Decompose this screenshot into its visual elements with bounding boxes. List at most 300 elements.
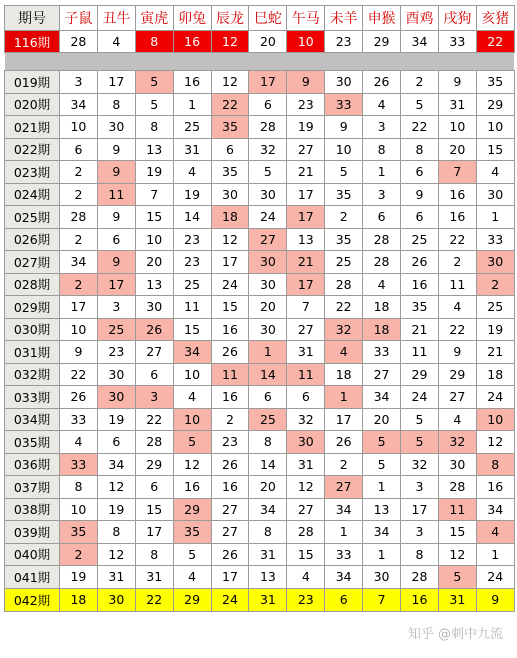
number-cell: 28 — [287, 521, 325, 544]
number-cell: 1 — [476, 543, 514, 566]
period-cell: 019期 — [5, 71, 60, 94]
number-cell: 8 — [97, 521, 135, 544]
number-cell: 4 — [325, 341, 363, 364]
table-row — [5, 161, 515, 184]
number-cell: 15 — [211, 296, 249, 319]
summary-cell: 28 — [60, 31, 98, 53]
number-cell: 24 — [401, 386, 439, 409]
number-cell: 4 — [173, 386, 211, 409]
number-cell: 27 — [325, 476, 363, 499]
latest-number-cell: 24 — [211, 588, 249, 611]
zodiac-header: 卯兔 — [173, 6, 211, 31]
number-cell: 35 — [173, 521, 211, 544]
number-cell: 30 — [249, 183, 287, 206]
number-cell: 31 — [287, 453, 325, 476]
number-cell: 26 — [211, 341, 249, 364]
number-cell: 17 — [287, 206, 325, 229]
number-cell: 17 — [60, 296, 98, 319]
latest-number-cell: 16 — [401, 588, 439, 611]
number-cell: 3 — [60, 71, 98, 94]
period-cell: 021期 — [5, 116, 60, 139]
zodiac-header: 辰龙 — [211, 6, 249, 31]
latest-number-cell: 29 — [173, 588, 211, 611]
number-cell: 5 — [401, 408, 439, 431]
number-cell: 35 — [211, 116, 249, 139]
number-cell: 5 — [438, 566, 476, 589]
latest-number-cell: 9 — [476, 588, 514, 611]
number-cell: 32 — [438, 431, 476, 454]
number-cell: 34 — [249, 498, 287, 521]
number-cell: 30 — [211, 183, 249, 206]
number-cell: 29 — [476, 93, 514, 116]
number-cell: 25 — [97, 318, 135, 341]
number-cell: 12 — [97, 476, 135, 499]
number-cell: 23 — [287, 93, 325, 116]
period-cell: 030期 — [5, 318, 60, 341]
number-cell: 22 — [135, 408, 173, 431]
table-row — [5, 296, 515, 319]
number-cell: 30 — [363, 566, 401, 589]
number-cell: 5 — [325, 161, 363, 184]
number-cell: 8 — [249, 521, 287, 544]
number-cell: 34 — [60, 93, 98, 116]
number-cell: 21 — [401, 318, 439, 341]
number-cell: 24 — [476, 386, 514, 409]
spacer-cell — [5, 53, 515, 71]
period-cell: 026期 — [5, 228, 60, 251]
summary-cell: 34 — [401, 31, 439, 53]
number-cell: 12 — [211, 71, 249, 94]
number-cell: 5 — [363, 453, 401, 476]
number-cell: 33 — [476, 228, 514, 251]
number-cell: 5 — [363, 431, 401, 454]
number-cell: 15 — [438, 521, 476, 544]
number-cell: 12 — [211, 228, 249, 251]
number-cell: 9 — [97, 161, 135, 184]
number-cell: 9 — [438, 341, 476, 364]
number-cell: 23 — [173, 228, 211, 251]
latest-number-cell: 6 — [325, 588, 363, 611]
zodiac-header: 戌狗 — [438, 6, 476, 31]
table-row — [5, 318, 515, 341]
number-cell: 6 — [287, 386, 325, 409]
number-cell: 18 — [476, 363, 514, 386]
summary-cell: 10 — [287, 31, 325, 53]
number-cell: 25 — [401, 228, 439, 251]
number-cell: 1 — [363, 161, 401, 184]
period-cell: 024期 — [5, 183, 60, 206]
number-cell: 1 — [173, 93, 211, 116]
number-cell: 26 — [60, 386, 98, 409]
number-cell: 16 — [211, 476, 249, 499]
number-cell: 32 — [325, 318, 363, 341]
number-cell: 11 — [173, 296, 211, 319]
number-cell: 35 — [476, 71, 514, 94]
number-cell: 7 — [135, 183, 173, 206]
number-cell: 9 — [97, 251, 135, 274]
number-cell: 20 — [363, 408, 401, 431]
zodiac-header: 寅虎 — [135, 6, 173, 31]
number-cell: 35 — [401, 296, 439, 319]
summary-cell: 23 — [325, 31, 363, 53]
number-cell: 21 — [287, 251, 325, 274]
number-cell: 26 — [401, 251, 439, 274]
number-cell: 5 — [401, 93, 439, 116]
number-cell: 4 — [60, 431, 98, 454]
number-cell: 15 — [173, 318, 211, 341]
number-cell: 29 — [135, 453, 173, 476]
number-cell: 30 — [287, 431, 325, 454]
number-cell: 1 — [476, 206, 514, 229]
number-cell: 30 — [325, 71, 363, 94]
number-cell: 16 — [211, 386, 249, 409]
number-cell: 9 — [97, 138, 135, 161]
summary-cell: 20 — [249, 31, 287, 53]
number-cell: 8 — [97, 93, 135, 116]
period-cell: 023期 — [5, 161, 60, 184]
spacer-row — [5, 53, 515, 71]
number-cell: 2 — [325, 206, 363, 229]
number-cell: 8 — [135, 116, 173, 139]
summary-row — [5, 31, 515, 53]
number-cell: 16 — [173, 476, 211, 499]
number-cell: 30 — [476, 251, 514, 274]
number-cell: 7 — [287, 296, 325, 319]
number-cell: 34 — [476, 498, 514, 521]
number-cell: 33 — [60, 453, 98, 476]
number-cell: 28 — [135, 431, 173, 454]
period-cell: 031期 — [5, 341, 60, 364]
number-cell: 34 — [60, 251, 98, 274]
number-cell: 27 — [211, 521, 249, 544]
number-cell: 10 — [476, 408, 514, 431]
number-cell: 2 — [60, 228, 98, 251]
number-cell: 2 — [60, 543, 98, 566]
number-cell: 11 — [438, 273, 476, 296]
number-cell: 26 — [211, 453, 249, 476]
number-cell: 2 — [401, 71, 439, 94]
number-cell: 4 — [173, 566, 211, 589]
latest-row — [5, 588, 515, 611]
number-cell: 30 — [97, 116, 135, 139]
number-cell: 2 — [60, 273, 98, 296]
table-row — [5, 521, 515, 544]
summary-period: 116期 — [5, 31, 60, 53]
number-cell: 29 — [438, 363, 476, 386]
number-cell: 15 — [135, 498, 173, 521]
number-cell: 16 — [476, 476, 514, 499]
number-cell: 10 — [60, 318, 98, 341]
table-row — [5, 386, 515, 409]
number-cell: 32 — [287, 408, 325, 431]
number-cell: 13 — [135, 273, 173, 296]
number-cell: 4 — [476, 161, 514, 184]
zodiac-header: 未羊 — [325, 6, 363, 31]
number-cell: 17 — [97, 71, 135, 94]
number-cell: 30 — [438, 453, 476, 476]
period-cell: 032期 — [5, 363, 60, 386]
number-cell: 6 — [401, 161, 439, 184]
number-cell: 8 — [135, 543, 173, 566]
table-row — [5, 273, 515, 296]
number-cell: 8 — [363, 138, 401, 161]
period-cell: 034期 — [5, 408, 60, 431]
number-cell: 4 — [438, 408, 476, 431]
number-cell: 16 — [438, 206, 476, 229]
number-cell: 5 — [173, 543, 211, 566]
number-cell: 3 — [363, 116, 401, 139]
number-cell: 25 — [325, 251, 363, 274]
number-cell: 10 — [173, 408, 211, 431]
number-cell: 2 — [211, 408, 249, 431]
number-cell: 30 — [249, 318, 287, 341]
number-cell: 27 — [287, 138, 325, 161]
latest-number-cell: 18 — [60, 588, 98, 611]
number-cell: 23 — [211, 431, 249, 454]
number-cell: 8 — [401, 543, 439, 566]
summary-cell: 33 — [438, 31, 476, 53]
table-row — [5, 71, 515, 94]
number-cell: 8 — [476, 453, 514, 476]
number-cell: 24 — [476, 566, 514, 589]
number-cell: 19 — [97, 498, 135, 521]
number-cell: 5 — [173, 431, 211, 454]
number-cell: 15 — [135, 206, 173, 229]
number-cell: 15 — [287, 543, 325, 566]
number-cell: 17 — [135, 521, 173, 544]
number-cell: 21 — [476, 341, 514, 364]
number-cell: 17 — [287, 273, 325, 296]
number-cell: 17 — [97, 273, 135, 296]
number-cell: 6 — [249, 93, 287, 116]
zodiac-header: 午马 — [287, 6, 325, 31]
number-cell: 5 — [135, 93, 173, 116]
number-cell: 35 — [325, 183, 363, 206]
latest-number-cell: 31 — [438, 588, 476, 611]
number-cell: 13 — [135, 138, 173, 161]
number-cell: 14 — [249, 453, 287, 476]
latest-number-cell: 22 — [135, 588, 173, 611]
number-cell: 19 — [476, 318, 514, 341]
number-cell: 7 — [438, 161, 476, 184]
summary-cell: 4 — [97, 31, 135, 53]
table-row — [5, 93, 515, 116]
number-cell: 27 — [135, 341, 173, 364]
number-cell: 18 — [363, 318, 401, 341]
number-cell: 33 — [363, 341, 401, 364]
number-cell: 35 — [211, 161, 249, 184]
number-cell: 23 — [173, 251, 211, 274]
number-cell: 34 — [325, 566, 363, 589]
number-cell: 1 — [249, 341, 287, 364]
number-cell: 1 — [325, 386, 363, 409]
number-cell: 6 — [211, 138, 249, 161]
number-cell: 8 — [249, 431, 287, 454]
number-cell: 23 — [97, 341, 135, 364]
number-cell: 14 — [249, 363, 287, 386]
number-cell: 30 — [97, 386, 135, 409]
number-cell: 17 — [325, 408, 363, 431]
period-cell: 038期 — [5, 498, 60, 521]
number-cell: 5 — [249, 161, 287, 184]
number-cell: 15 — [476, 138, 514, 161]
number-cell: 10 — [325, 138, 363, 161]
number-cell: 10 — [135, 228, 173, 251]
zodiac-header: 酉鸡 — [401, 6, 439, 31]
number-cell: 27 — [211, 498, 249, 521]
number-cell: 19 — [60, 566, 98, 589]
number-cell: 2 — [60, 183, 98, 206]
number-cell: 9 — [401, 183, 439, 206]
number-cell: 2 — [60, 161, 98, 184]
number-cell: 35 — [60, 521, 98, 544]
header-row — [5, 6, 515, 31]
number-cell: 4 — [476, 521, 514, 544]
number-cell: 22 — [211, 93, 249, 116]
number-cell: 13 — [249, 566, 287, 589]
table-row — [5, 183, 515, 206]
number-cell: 20 — [438, 138, 476, 161]
period-cell: 027期 — [5, 251, 60, 274]
number-cell: 17 — [401, 498, 439, 521]
number-cell: 19 — [135, 161, 173, 184]
latest-number-cell: 7 — [363, 588, 401, 611]
number-cell: 6 — [97, 228, 135, 251]
number-cell: 29 — [401, 363, 439, 386]
number-cell: 22 — [60, 363, 98, 386]
number-cell: 27 — [287, 318, 325, 341]
zodiac-number-table — [4, 5, 515, 612]
number-cell: 24 — [211, 273, 249, 296]
number-cell: 2 — [325, 453, 363, 476]
number-cell: 29 — [173, 498, 211, 521]
number-cell: 28 — [249, 116, 287, 139]
summary-cell: 8 — [135, 31, 173, 53]
number-cell: 17 — [249, 71, 287, 94]
summary-cell: 22 — [476, 31, 514, 53]
number-cell: 33 — [325, 93, 363, 116]
number-cell: 8 — [60, 476, 98, 499]
number-cell: 1 — [325, 521, 363, 544]
number-cell: 28 — [60, 206, 98, 229]
zodiac-header: 丑牛 — [97, 6, 135, 31]
number-cell: 10 — [60, 498, 98, 521]
number-cell: 14 — [173, 206, 211, 229]
number-cell: 30 — [135, 296, 173, 319]
number-cell: 19 — [173, 183, 211, 206]
number-cell: 20 — [249, 296, 287, 319]
number-cell: 26 — [363, 71, 401, 94]
number-cell: 32 — [249, 138, 287, 161]
number-cell: 11 — [211, 363, 249, 386]
number-cell: 1 — [363, 476, 401, 499]
watermark: 知乎 @刺中九流 — [407, 627, 503, 642]
number-cell: 28 — [363, 251, 401, 274]
number-cell: 32 — [401, 453, 439, 476]
number-cell: 12 — [97, 543, 135, 566]
number-cell: 8 — [401, 138, 439, 161]
period-cell: 040期 — [5, 543, 60, 566]
number-cell: 28 — [401, 566, 439, 589]
number-cell: 3 — [363, 183, 401, 206]
number-cell: 17 — [287, 183, 325, 206]
number-cell: 19 — [97, 408, 135, 431]
number-cell: 28 — [325, 273, 363, 296]
summary-cell: 16 — [173, 31, 211, 53]
number-cell: 18 — [325, 363, 363, 386]
number-cell: 25 — [249, 408, 287, 431]
number-cell: 6 — [135, 476, 173, 499]
table-row — [5, 251, 515, 274]
number-cell: 17 — [211, 251, 249, 274]
number-cell: 25 — [173, 116, 211, 139]
number-cell: 3 — [97, 296, 135, 319]
number-cell: 6 — [60, 138, 98, 161]
number-cell: 27 — [438, 386, 476, 409]
period-cell: 020期 — [5, 93, 60, 116]
table-row — [5, 543, 515, 566]
number-cell: 28 — [363, 228, 401, 251]
period-cell: 029期 — [5, 296, 60, 319]
latest-number-cell: 23 — [287, 588, 325, 611]
number-cell: 18 — [211, 206, 249, 229]
number-cell: 16 — [438, 183, 476, 206]
number-cell: 31 — [173, 138, 211, 161]
number-cell: 2 — [438, 251, 476, 274]
number-cell: 12 — [287, 476, 325, 499]
number-cell: 6 — [249, 386, 287, 409]
number-cell: 9 — [438, 71, 476, 94]
period-cell: 039期 — [5, 521, 60, 544]
number-cell: 4 — [438, 296, 476, 319]
number-cell: 3 — [401, 521, 439, 544]
latest-number-cell: 31 — [249, 588, 287, 611]
number-cell: 20 — [249, 476, 287, 499]
number-cell: 34 — [97, 453, 135, 476]
latest-number-cell: 30 — [97, 588, 135, 611]
period-cell: 028期 — [5, 273, 60, 296]
number-cell: 35 — [325, 228, 363, 251]
number-cell: 30 — [476, 183, 514, 206]
number-cell: 5 — [135, 71, 173, 94]
period-cell: 033期 — [5, 386, 60, 409]
number-cell: 30 — [97, 363, 135, 386]
number-cell: 24 — [249, 206, 287, 229]
number-cell: 9 — [60, 341, 98, 364]
number-cell: 20 — [135, 251, 173, 274]
number-cell: 6 — [97, 431, 135, 454]
number-cell: 6 — [363, 206, 401, 229]
number-cell: 30 — [249, 251, 287, 274]
number-cell: 11 — [438, 498, 476, 521]
summary-cell: 29 — [363, 31, 401, 53]
summary-cell: 12 — [211, 31, 249, 53]
number-cell: 19 — [287, 116, 325, 139]
number-cell: 11 — [97, 183, 135, 206]
number-cell: 4 — [287, 566, 325, 589]
number-cell: 26 — [135, 318, 173, 341]
number-cell: 6 — [401, 206, 439, 229]
number-cell: 18 — [363, 296, 401, 319]
number-cell: 9 — [97, 206, 135, 229]
number-cell: 12 — [476, 431, 514, 454]
number-cell: 34 — [173, 341, 211, 364]
table-row — [5, 476, 515, 499]
period-cell: 025期 — [5, 206, 60, 229]
number-cell: 3 — [135, 386, 173, 409]
number-cell: 9 — [325, 116, 363, 139]
number-cell: 6 — [135, 363, 173, 386]
